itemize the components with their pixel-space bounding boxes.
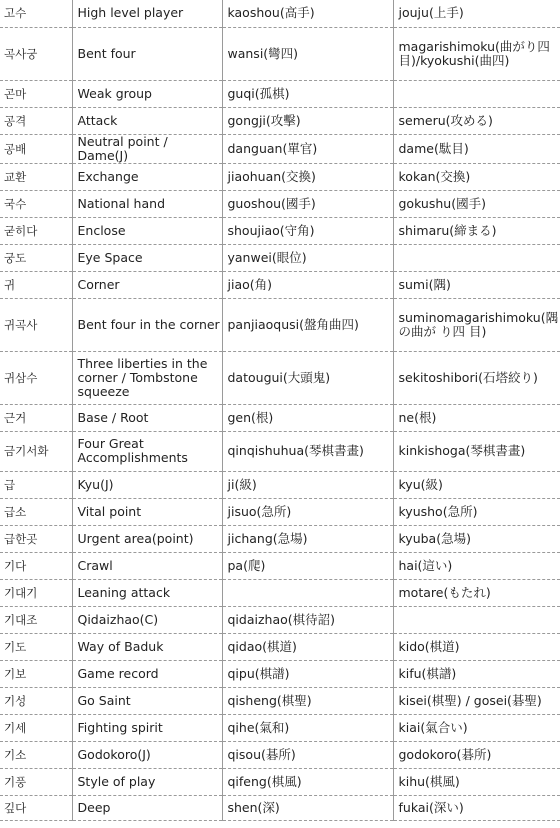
table-row xyxy=(0,271,560,298)
chinese-term-cell: shoujiao(守角) xyxy=(222,217,393,244)
korean-term-cell: 기성 xyxy=(0,687,72,714)
japanese-term-cell: kyu(級) xyxy=(393,471,560,498)
korean-term-cell: 급한곳 xyxy=(0,525,72,552)
table-row xyxy=(0,163,560,190)
korean-term-cell: 기도 xyxy=(0,633,72,660)
english-term-cell: Neutral point / Dame(J) xyxy=(72,134,222,163)
table-row xyxy=(0,217,560,244)
english-term-cell: National hand xyxy=(72,190,222,217)
korean-term-cell: 금기서화 xyxy=(0,431,72,471)
english-term-cell: Deep xyxy=(72,795,222,820)
chinese-term-cell xyxy=(222,579,393,606)
japanese-term-cell: fukai(深い) xyxy=(393,795,560,820)
table-row xyxy=(0,687,560,714)
english-term-cell: Weak group xyxy=(72,80,222,107)
japanese-term-cell: kinkishoga(琴棋書畫) xyxy=(393,431,560,471)
chinese-term-cell: jiao(角) xyxy=(222,271,393,298)
japanese-term-cell: kifu(棋譜) xyxy=(393,660,560,687)
japanese-term-cell: motare(もたれ) xyxy=(393,579,560,606)
japanese-term-cell: shimaru(締まる) xyxy=(393,217,560,244)
korean-term-cell: 급소 xyxy=(0,498,72,525)
table-row xyxy=(0,244,560,271)
japanese-term-cell: ne(根) xyxy=(393,404,560,431)
table-row xyxy=(0,0,560,27)
japanese-term-cell: kyusho(急所) xyxy=(393,498,560,525)
chinese-term-cell: ji(級) xyxy=(222,471,393,498)
japanese-term-cell: kihu(棋風) xyxy=(393,768,560,795)
english-term-cell: Base / Root xyxy=(72,404,222,431)
table-row xyxy=(0,660,560,687)
korean-term-cell: 깊다 xyxy=(0,795,72,820)
chinese-term-cell: danguan(單官) xyxy=(222,134,393,163)
chinese-term-cell: pa(爬) xyxy=(222,552,393,579)
chinese-term-cell: qipu(棋譜) xyxy=(222,660,393,687)
japanese-term-cell: godokoro(碁所) xyxy=(393,741,560,768)
table-row xyxy=(0,741,560,768)
table-row xyxy=(0,795,560,820)
english-term-cell: Enclose xyxy=(72,217,222,244)
japanese-term-cell: kokan(交換) xyxy=(393,163,560,190)
korean-term-cell: 기다 xyxy=(0,552,72,579)
table-row xyxy=(0,579,560,606)
chinese-term-cell: qisheng(棋聖) xyxy=(222,687,393,714)
japanese-term-cell xyxy=(393,244,560,271)
japanese-term-cell xyxy=(393,606,560,633)
japanese-term-cell: gokushu(國手) xyxy=(393,190,560,217)
table-row xyxy=(0,714,560,741)
japanese-term-cell: kisei(棋聖) / gosei(碁聖) xyxy=(393,687,560,714)
chinese-term-cell: datougui(大頭鬼) xyxy=(222,351,393,404)
japanese-term-cell: sumi(隅) xyxy=(393,271,560,298)
english-term-cell: Bent four xyxy=(72,27,222,80)
japanese-term-cell: suminomagarishimoku(隅の曲が り四 目) xyxy=(393,298,560,351)
chinese-term-cell: qihe(氣和) xyxy=(222,714,393,741)
chinese-term-cell: panjiaoqusi(盤角曲四) xyxy=(222,298,393,351)
korean-term-cell: 기세 xyxy=(0,714,72,741)
chinese-term-cell: yanwei(眼位) xyxy=(222,244,393,271)
korean-term-cell: 굳히다 xyxy=(0,217,72,244)
korean-term-cell: 기대기 xyxy=(0,579,72,606)
chinese-term-cell: guoshou(國手) xyxy=(222,190,393,217)
english-term-cell: Urgent area(point) xyxy=(72,525,222,552)
chinese-term-cell: wansi(彎四) xyxy=(222,27,393,80)
japanese-term-cell: kido(棋道) xyxy=(393,633,560,660)
english-term-cell: Exchange xyxy=(72,163,222,190)
korean-term-cell: 국수 xyxy=(0,190,72,217)
japanese-term-cell xyxy=(393,80,560,107)
english-term-cell: Attack xyxy=(72,107,222,134)
korean-term-cell: 기대조 xyxy=(0,606,72,633)
chinese-term-cell: gongji(攻擊) xyxy=(222,107,393,134)
chinese-term-cell: jisuo(急所) xyxy=(222,498,393,525)
korean-term-cell: 교환 xyxy=(0,163,72,190)
korean-term-cell: 급 xyxy=(0,471,72,498)
korean-term-cell: 궁도 xyxy=(0,244,72,271)
korean-term-cell: 곤마 xyxy=(0,80,72,107)
chinese-term-cell: qidao(棋道) xyxy=(222,633,393,660)
korean-term-cell: 귀 xyxy=(0,271,72,298)
table-row xyxy=(0,768,560,795)
chinese-term-cell: kaoshou(高手) xyxy=(222,0,393,27)
japanese-term-cell: kyuba(急場) xyxy=(393,525,560,552)
english-term-cell: Style of play xyxy=(72,768,222,795)
english-term-cell: Qidaizhao(C) xyxy=(72,606,222,633)
korean-term-cell: 기풍 xyxy=(0,768,72,795)
english-term-cell: Leaning attack xyxy=(72,579,222,606)
korean-term-cell: 기소 xyxy=(0,741,72,768)
english-term-cell: Go Saint xyxy=(72,687,222,714)
korean-term-cell: 귀삼수 xyxy=(0,351,72,404)
chinese-term-cell: qisou(碁所) xyxy=(222,741,393,768)
english-term-cell: Three liberties in the corner / Tombstone squeeze xyxy=(72,351,222,404)
japanese-term-cell: jouju(上手) xyxy=(393,0,560,27)
chinese-term-cell: jichang(急場) xyxy=(222,525,393,552)
table-row xyxy=(0,471,560,498)
english-term-cell: Vital point xyxy=(72,498,222,525)
table-row xyxy=(0,404,560,431)
english-term-cell: Game record xyxy=(72,660,222,687)
chinese-term-cell: jiaohuan(交換) xyxy=(222,163,393,190)
english-term-cell: High level player xyxy=(72,0,222,27)
english-term-cell: Godokoro(J) xyxy=(72,741,222,768)
english-term-cell: Bent four in the corner xyxy=(72,298,222,351)
chinese-term-cell: qifeng(棋風) xyxy=(222,768,393,795)
table-row xyxy=(0,107,560,134)
table-row xyxy=(0,190,560,217)
chinese-term-cell: qinqishuhua(琴棋書畫) xyxy=(222,431,393,471)
korean-term-cell: 근거 xyxy=(0,404,72,431)
english-term-cell: Crawl xyxy=(72,552,222,579)
japanese-term-cell: sekitoshibori(石塔絞り) xyxy=(393,351,560,404)
english-term-cell: Eye Space xyxy=(72,244,222,271)
chinese-term-cell: guqi(孤棋) xyxy=(222,80,393,107)
table-row xyxy=(0,27,560,80)
korean-term-cell: 귀곡사 xyxy=(0,298,72,351)
table-row xyxy=(0,80,560,107)
chinese-term-cell: qidaizhao(棋待詔) xyxy=(222,606,393,633)
table-row xyxy=(0,431,560,471)
table-row xyxy=(0,606,560,633)
table-row xyxy=(0,525,560,552)
english-term-cell: Four Great Accomplishments xyxy=(72,431,222,471)
table-row xyxy=(0,633,560,660)
english-term-cell: Fighting spirit xyxy=(72,714,222,741)
english-term-cell: Way of Baduk xyxy=(72,633,222,660)
korean-term-cell: 기보 xyxy=(0,660,72,687)
table-row xyxy=(0,134,560,163)
japanese-term-cell: magarishimoku(曲がり四目)/kyokushi(曲四) xyxy=(393,27,560,80)
english-term-cell: Corner xyxy=(72,271,222,298)
korean-term-cell: 공배 xyxy=(0,134,72,163)
korean-term-cell: 공격 xyxy=(0,107,72,134)
english-term-cell: Kyu(J) xyxy=(72,471,222,498)
korean-term-cell: 곡사궁 xyxy=(0,27,72,80)
table-row xyxy=(0,351,560,404)
table-row xyxy=(0,298,560,351)
table-row xyxy=(0,498,560,525)
japanese-term-cell: hai(這い) xyxy=(393,552,560,579)
korean-term-cell: 고수 xyxy=(0,0,72,27)
japanese-term-cell: semeru(攻める) xyxy=(393,107,560,134)
japanese-term-cell: kiai(氣合い) xyxy=(393,714,560,741)
chinese-term-cell: shen(深) xyxy=(222,795,393,820)
japanese-term-cell: dame(駄目) xyxy=(393,134,560,163)
chinese-term-cell: gen(根) xyxy=(222,404,393,431)
table-row xyxy=(0,552,560,579)
